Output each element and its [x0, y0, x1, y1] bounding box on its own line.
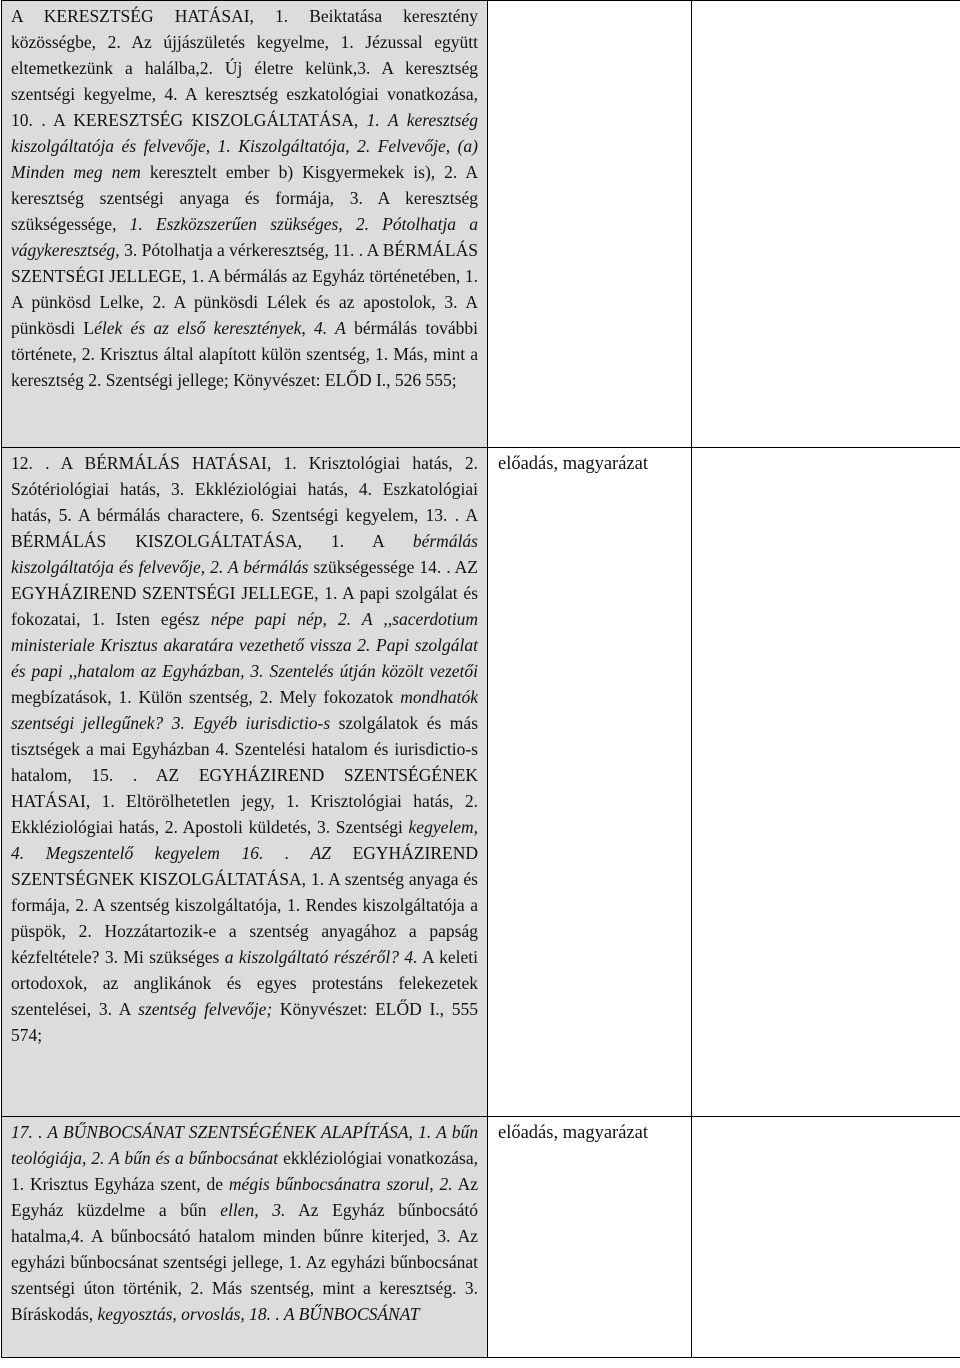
method-cell: [488, 448, 692, 1117]
extra-cell: [692, 448, 960, 1117]
text-segment-italic: kegyelem, 4. Megszentelő kegyelem 16. . AZ: [11, 817, 478, 863]
text-segment-italic: ellen, 3.: [220, 1200, 286, 1220]
method-cell: [488, 1, 692, 448]
method-text: előadás, magyarázat: [498, 454, 648, 474]
content-cell: [2, 1, 488, 448]
text-segment: szükségessége 14. . AZ EGYHÁZIREND SZENTSÉGI JELLEGE, 1. A papi szolgálat és fokozatai, 1. Isten egész: [11, 557, 478, 629]
extra-cell: [692, 1117, 960, 1358]
table-row: [2, 1, 960, 448]
text-segment: megbízatások, 1. Külön szentség, 2. Mely fokozatok: [11, 687, 401, 707]
text-segment: keresztelt ember b) Kisgyermekek is), 2. A keresztség szentségi anyaga és formája, 3. A keresztség szükségessége,: [11, 162, 478, 234]
table-row: [2, 448, 960, 1117]
content-text: [2, 1117, 487, 1327]
content-text: [2, 1, 487, 401]
text-segment-italic: 17. . A BŰNBOCSÁNAT SZENTSÉGÉNEK ALAPÍTÁSA, 1. A bűn teológiája, 2. A bűn és a bűnbocsánat: [11, 1122, 478, 1168]
text-segment-italic: 1. A keresztség kiszolgáltatója és felvevője, 1. Kiszolgáltatója, 2. Felvevője, (a) Minden meg nem: [11, 110, 478, 182]
content-cell: [2, 448, 488, 1117]
text-segment: Az Egyház bűnbocsátó hatalma,4. A bűnbocsátó hatalom minden bűnre kiterjed, 3. Az egyházi bűnbocsánat szentségi jellege, 1. Az egyházi bűnbocsánat szentségi úton történik, 2. Más szentség, mint a keresztség. 3. Bíráskodás,: [11, 1200, 478, 1324]
text-segment-italic: bérmálás kiszolgáltatója és felvevője, 2. A bérmálás: [11, 531, 478, 577]
method-cell: [488, 1117, 692, 1358]
text-segment-italic: népe papi nép, 2. A ,,sacerdotium ministeriale Krisztus akaratára vezethető vissza 2. Papi szolgálat és papi ,,hatalom az Egyházban, 3. Szentelés útján közölt vezetői: [11, 609, 479, 681]
text-segment-italic: kegyosztás, orvoslás, 18. . A BŰNBOCSÁNAT: [97, 1304, 420, 1324]
extra-cell: [692, 1, 960, 448]
text-segment-italic: mondhatók szentségi jellegűnek? 3. Egyéb iurisdictio-s: [11, 687, 478, 733]
text-segment: A keleti ortodoxok, az anglikánok és egyes protestáns felekezetek szentelései, 3. A: [11, 947, 479, 1019]
content-cell: [2, 1117, 488, 1358]
method-text: előadás, magyarázat: [498, 1123, 648, 1143]
text-segment-italic: mégis bűnbocsánatra szorul, 2.: [228, 1174, 453, 1194]
syllabus-table: [1, 0, 960, 1358]
content-text: [2, 448, 487, 1056]
text-segment: Könyvészet: ELŐD I., 555 574;: [11, 999, 478, 1045]
text-segment: ekkléziológiai vonatkozása, 1. Krisztus Egyháza szent, de: [11, 1148, 479, 1194]
text-segment: 12. . A BÉRMÁLÁS HATÁSAI, 1. Krisztológiai hatás, 2. Szótériológiai hatás, 3. Ekkléziológiai hatás, 4. Eszkatológiai hatás, 5. A bérmálás charactere, 6. Szentségi kegyelem, 13. . A BÉRMÁLÁS KISZOLGÁLTATÁSA, 1. A: [11, 453, 478, 551]
text-segment: A KERESZTSÉG HATÁSAI, 1. Beiktatása keresztény közösségbe, 2. Az újjászületés kegyelme, 1. Jézussal együtt eltemetkezünk a halálba,2. Új életre kelünk,3. A keresztség szentségi kegyelme, 4. A keresztség eszkatológiai vonatkozása, 10. . A KERESZTSÉG KISZOLGÁLTATÁSA,: [11, 6, 478, 130]
table-row: [2, 1117, 960, 1358]
text-segment-italic: szentség felvevője;: [138, 999, 273, 1019]
text-segment: szolgálatok és más tisztségek a mai Egyházban 4. Szentelési hatalom és iurisdictio-s hatalom, 15. . AZ EGYHÁZIREND SZENTSÉGÉNEK HATÁSAI, 1. Eltörölhetetlen jegy, 1. Krisztológiai hatás, 2. Ekkléziológiai hatás, 2. Apostoli küldetés, 3. Szentségi: [11, 713, 478, 837]
method-text: [488, 1, 691, 4]
text-segment-italic: élek és az első keresztények, 4. A: [94, 318, 346, 338]
text-segment: EGYHÁZIREND SZENTSÉGNEK KISZOLGÁLTATÁSA, 1. A szentség anyaga és formája, 2. A szentség kiszolgáltatója, 1. Rendes kiszolgáltatója a püspök, 2. Hozzátartozik-e a szentség anyagához a papság kézfeltétele? 3. Mi szükséges: [11, 843, 478, 967]
text-segment: bérmálás további története, 2. Krisztus által alapított külön szentség, 1. Más, mint a keresztség 2. Szentségi jellege; Könyvészet: ELŐD I., 526 555;: [11, 318, 478, 390]
text-segment-italic: a kiszolgáltató részéről? 4.: [224, 947, 418, 967]
text-segment: 3. Pótolhatja a vérkeresztség, 11. . A BÉRMÁLÁS SZENTSÉGI JELLEGE, 1. A bérmálás az Egyház történetében, 1. A pünkösd Lelke, 2. A pünkösdi Lélek és az apostolok, 3. A pünkösdi L: [11, 240, 478, 338]
text-segment-italic: 1. Eszközszerűen szükséges, 2. Pótolhatja a vágykeresztség,: [11, 214, 478, 260]
text-segment: Az Egyház küzdelme a bűn: [11, 1174, 478, 1220]
